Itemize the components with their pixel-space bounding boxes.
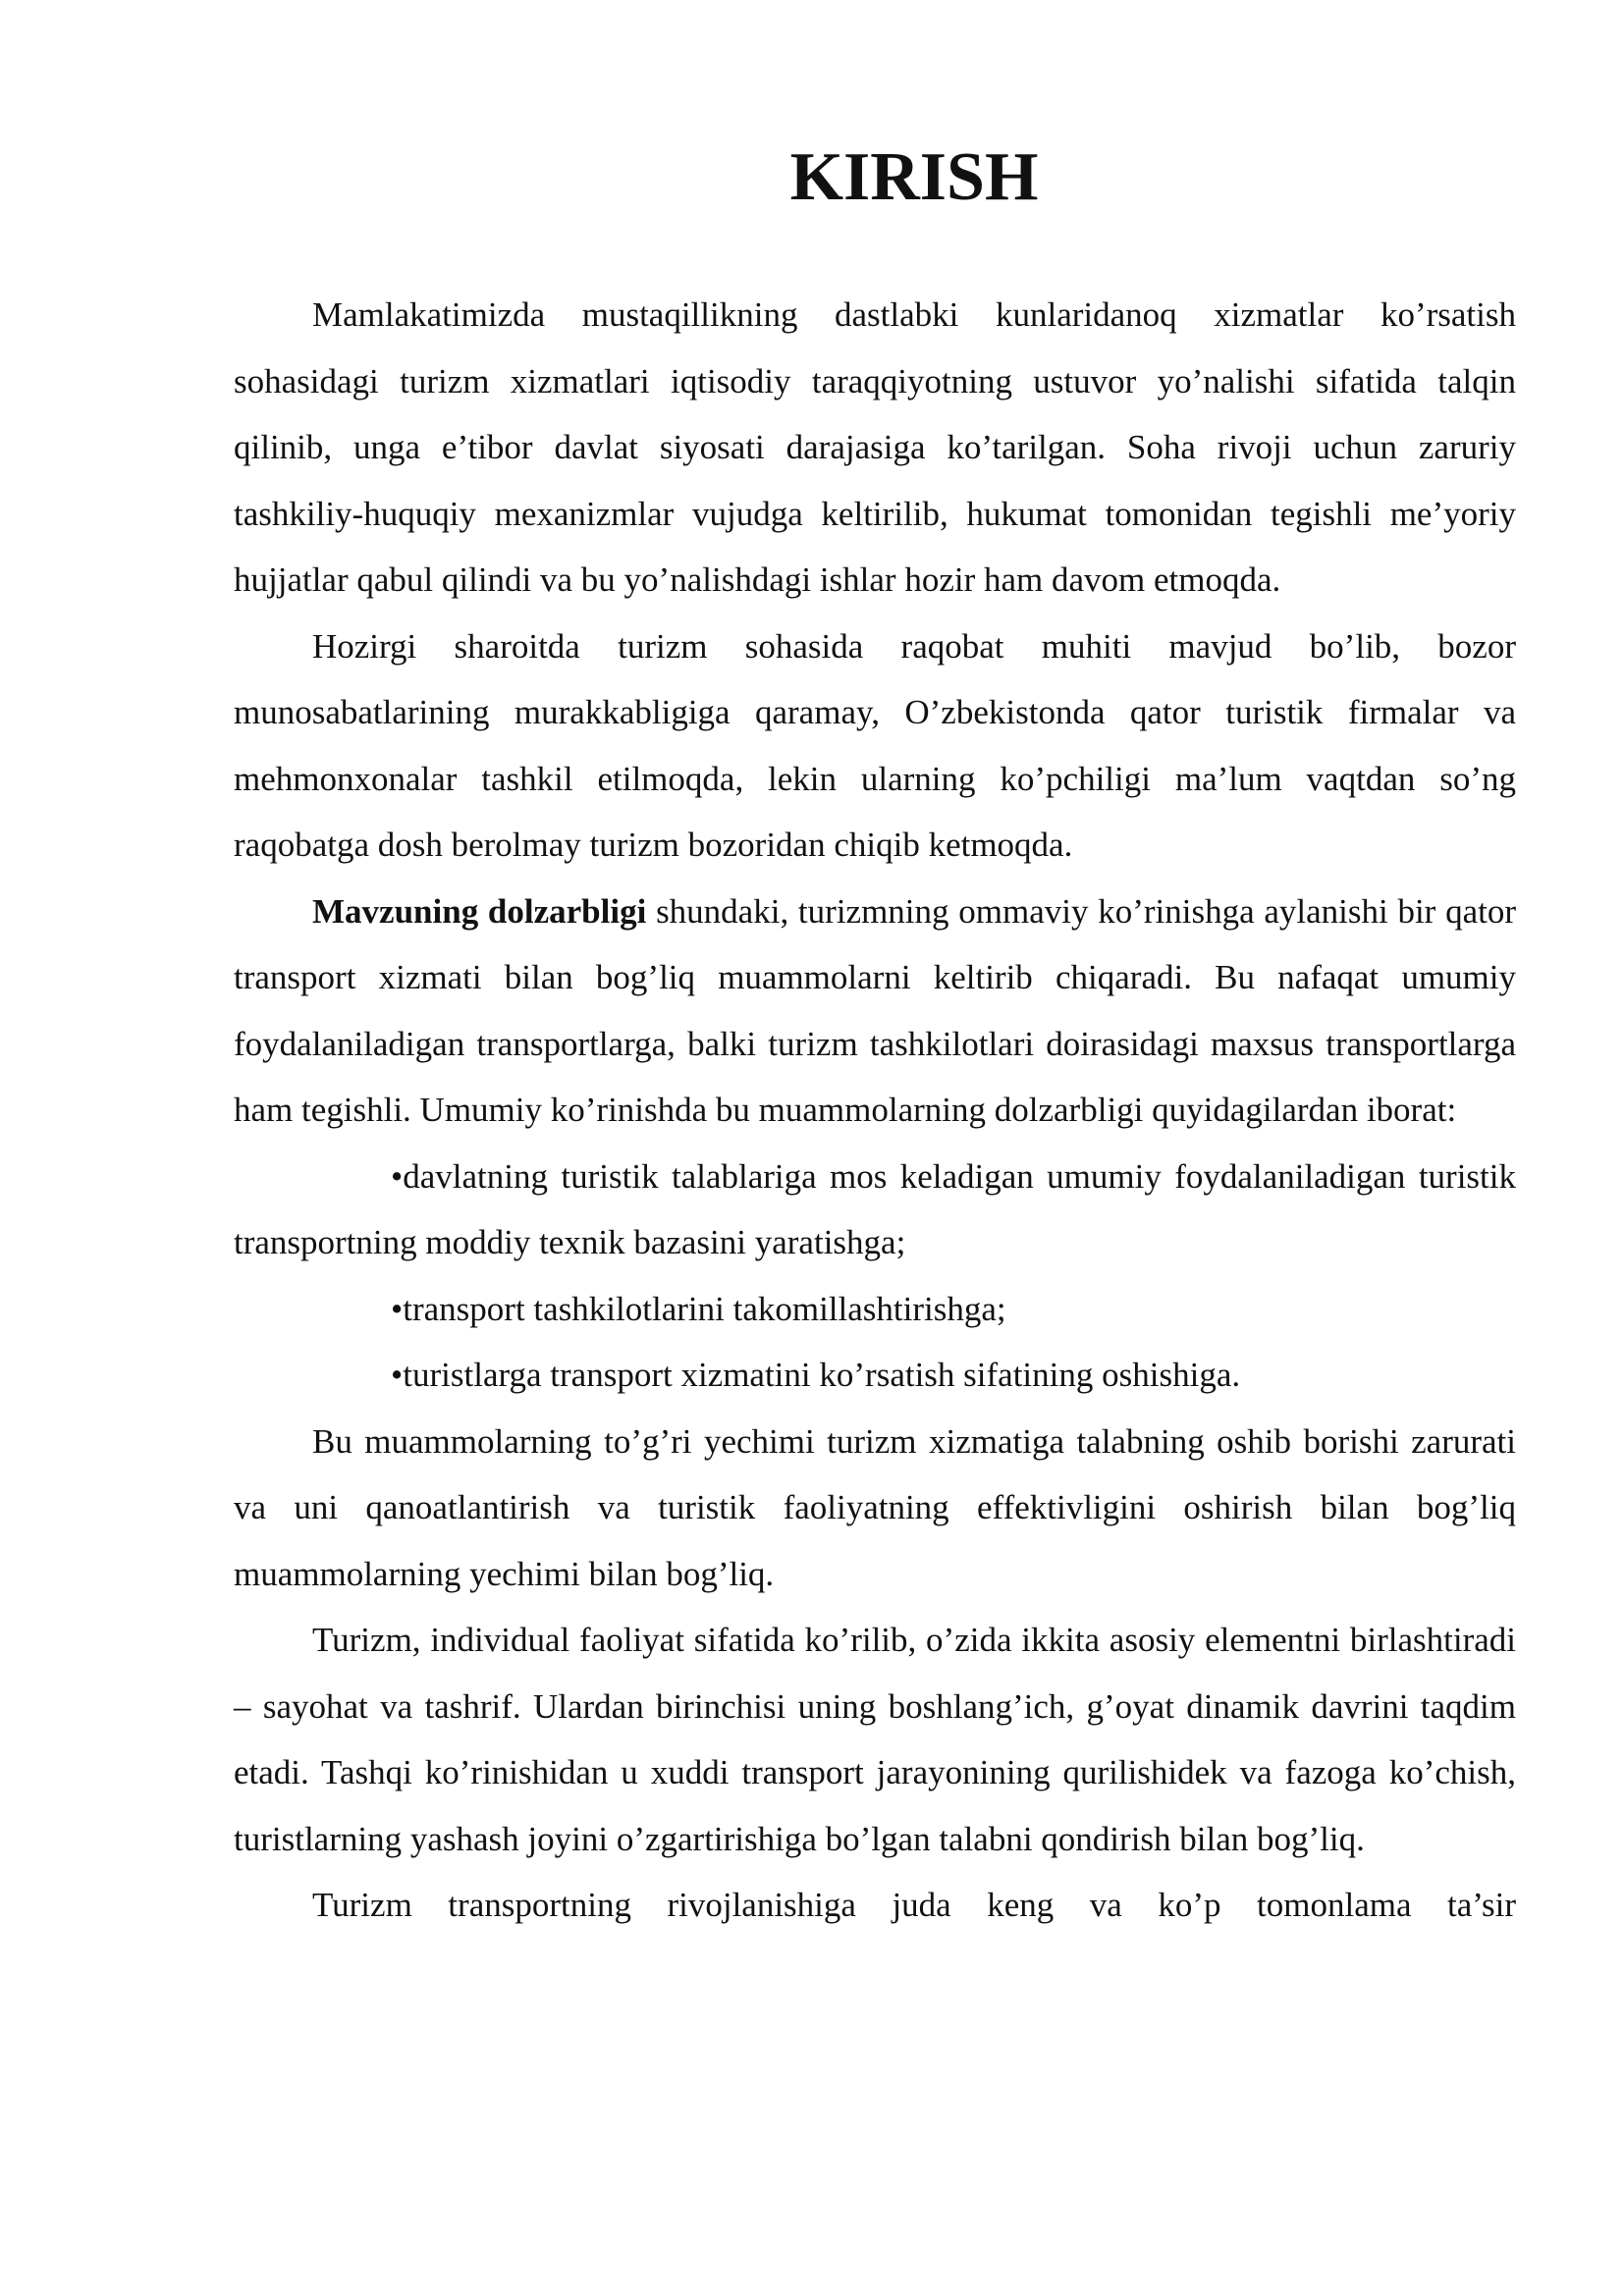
relevance-heading: Mavzuning dolzarbligi xyxy=(312,891,647,931)
problem-list xyxy=(234,1144,1516,1409)
paragraph-transport-impact: Turizm transportning rivojlanishiga juda keng va ko’p tomonlama ta’sir xyxy=(312,1886,1516,1924)
list-item xyxy=(234,1276,1516,1343)
bullet-icon: • xyxy=(391,1356,404,1394)
paragraph-solution: Bu muammolarning to’g’ri yechimi turizm xizmatiga talabning oshib borishi zarurati va uni qanoatlantirish va turistik faoliyatning effektivligini oshirish bilan bog’liq muammolarning yechimi bilan bog’liq. xyxy=(234,1421,1516,1593)
bullet-icon: • xyxy=(391,1156,404,1196)
list-item xyxy=(234,1342,1516,1409)
paragraph-relevance xyxy=(234,879,1516,1144)
list-item-text: davlatning turistik talablariga mos keladigan umumiy foydalaniladigan turistik transportning moddiy texnik bazasini yaratishga; xyxy=(234,1156,1516,1261)
list-item-text: turistlarga transport xizmatini ko’rsatish sifatining oshishiga. xyxy=(403,1356,1241,1394)
paragraph-intro: Mamlakatimizda mustaqillikning dastlabki kunlaridanoq xizmatlar ko’rsatish sohasidagi turizm xizmatlari iqtisodiy taraqqiyotning ustuvor yo’nalishi sifatida talqin qilinib, unga e’tibor davlat siyosati darajasiga ko’tarilgan. Soha rivoji uchun zaruriy tashkiliy-huquqiy mexanizmlar vujudga keltirilib, hukumat tomonidan tegishli me’yoriy hujjatlar qabul qilindi va bu yo’nalishdagi ishlar hozir ham davom etmoqda. xyxy=(234,295,1516,599)
bullet-icon: • xyxy=(391,1289,404,1328)
document-body xyxy=(234,139,1516,1939)
document-title: KIRISH xyxy=(789,139,1039,215)
relevance-text: shundaki, turizmning ommaviy ko’rinishga aylanishi bir qator transport xizmati bilan bog’liq muammolarni keltirib chiqaradi. Bu nafaqat umumiy foydalaniladigan transportlarga, balki turizm tashkilotlari doirasidagi maxsus transportlarga ham tegishli. Umumiy ko’rinishda bu muammolarning dolzarbligi quyidagilardan iborat: xyxy=(234,891,1516,1129)
list-item xyxy=(234,1144,1516,1276)
paragraph-competition: Hozirgi sharoitda turizm sohasida raqobat muhiti mavjud bo’lib, bozor munosabatlarining murakkabligiga qaramay, O’zbekistonda qator turistik firmalar va mehmonxonalar tashkil etilmoqda, lekin ularning ko’pchiligi ma’lum vaqtdan so’ng raqobatga dosh berolmay turizm bozoridan chiqib ketmoqda. xyxy=(234,626,1516,864)
list-item-text: transport tashkilotlarini takomillashtirishga; xyxy=(403,1289,1006,1328)
title-spacer xyxy=(234,203,1516,282)
paragraph-tourism-elements: Turizm, individual faoliyat sifatida ko’rilib, o’zida ikkita asosiy elementni birlashtiradi – sayohat va tashrif. Ulardan birinchisi uning boshlang’ich, g’oyat dinamik davrini taqdim etadi. Tashqi ko’rinishidan u xuddi transport jarayonining qurilishidek va fazoga ko’chish, turistlarning yashash joyini o’zgartirishiga bo’lgan talabni qondirish bilan bog’liq. xyxy=(234,1621,1516,1858)
